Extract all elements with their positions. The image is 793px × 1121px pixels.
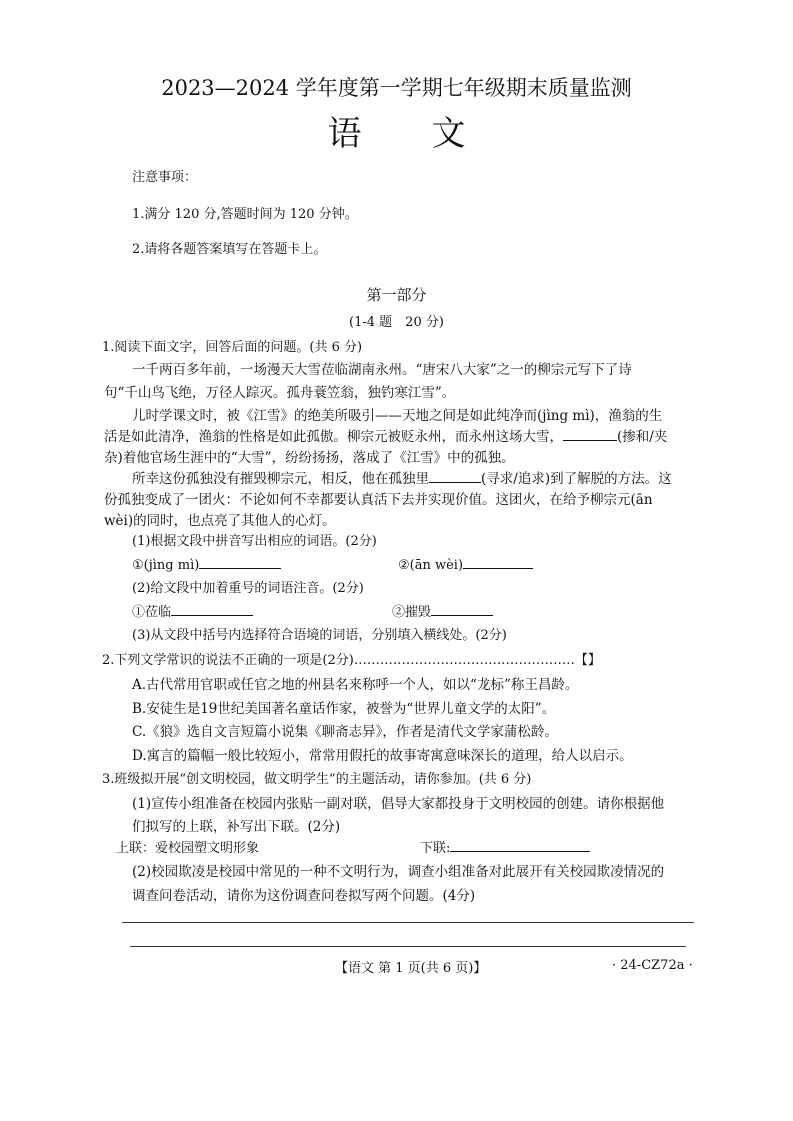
q3-sub-1a: (1)宣传小组准备在校园内张贴一副对联，倡导大家都投身于文明校园的创建。请你根据他 — [132, 796, 665, 812]
part-title: 第一部分 — [366, 286, 427, 304]
answer-blank-1a[interactable] — [199, 554, 281, 569]
q1-paragraph-1b: 句“千山鸟飞绝，万径人踪灭。孤舟蓑笠翁，独钓寒江雪”。 — [104, 385, 456, 401]
q3-stem: 3.班级拟开展“创文明校园，做文明学生”的主题活动，请你参加。(共 6 分) — [102, 772, 532, 787]
q1-paragraph-3c: wèi)的同时，也点亮了其他人的心灯。 — [104, 513, 336, 529]
q2-option-d: D.寓言的篇幅一般比较短小，常常用假托的故事寄寓意味深长的道理，给人以启示。 — [132, 748, 633, 764]
q1-paragraph-1a: 一千两百多年前，一场漫天大雪莅临湖南永州。“唐宋八大家”之一的柳宗元写下了诗 — [132, 362, 632, 378]
notice-heading: 注意事项： — [132, 170, 198, 185]
answer-blank-1b[interactable] — [463, 554, 533, 569]
answer-line-2[interactable] — [130, 946, 686, 947]
blank-2[interactable] — [429, 468, 481, 483]
q1-stem: 1.阅读下面文字，回答后面的问题。(共 6 分) — [102, 340, 363, 355]
q1-paragraph-2c: 杂)着他官场生涯中的“大雪”，纷纷扬扬，落成了《江雪》中的孤独。 — [104, 450, 515, 466]
couplet-lower-blank[interactable] — [450, 837, 590, 852]
answer-blank-2b[interactable] — [431, 601, 493, 616]
q1-sub-2: (2)给文段中加着重号的词语注音。(2分) — [132, 581, 364, 596]
q1-paragraph-2a: 儿时学课文时，被《江雪》的绝美所吸引——天地之间是如此纯净而(jìng mì)，渔翁的生 — [132, 408, 663, 424]
subject-title: 语文 — [327, 114, 536, 154]
q3-sub-2b: 调查问卷活动，请你为这份调查问卷拟写两个问题。(4分) — [132, 888, 476, 904]
part-range: (1-4 题 20 分) — [349, 315, 444, 330]
q2-stem: 2.下列文学常识的说法不正确的一项是(2分)……………………………………………【】 — [102, 653, 601, 668]
answer-blank-2a[interactable] — [171, 601, 253, 616]
q1-paragraph-2b: 活是如此清净，渔翁的性格是如此孤傲。柳宗元被贬永州，而永州这场大雪， (掺和/夹 — [104, 425, 667, 445]
q3-sub-1b: 们拟写的上联，补写出下联。(2分) — [132, 819, 341, 835]
couplet-lower: 下联: — [420, 837, 590, 856]
answer-line-1[interactable] — [122, 922, 694, 923]
notice-item-1: 1.满分 120 分,答题时间为 120 分钟。 — [132, 207, 358, 222]
q1-sub-1-a: ①(jìng mì) — [132, 554, 281, 573]
q3-sub-2a: (2)校园欺凌是校园中常见的一种不文明行为，调查小组准备对此展开有关校园欺凌情况的 — [132, 864, 665, 880]
q1-sub-3: (3)从文段中括号内选择符合语境的词语，分别填入横线处。(2分) — [132, 628, 507, 643]
q1-sub-2-a: ①莅临 — [132, 601, 253, 620]
q1-sub-1: (1)根据文段中拼音写出相应的词语。(2分) — [132, 534, 377, 549]
couplet-upper: 上联：爱校园塑文明形象 — [116, 841, 260, 856]
q1-sub-2-b: ②摧毁 — [392, 601, 493, 620]
q1-paragraph-3b: 份孤独变成了一团火：不论如何不幸都要认真活下去并实现价值。这团火，在给予柳宗元(ān — [104, 492, 653, 508]
q1-sub-1-b: ②(ān wèi) — [398, 554, 533, 573]
notice-item-2: 2.请将各题答案填写在答题卡上。 — [132, 242, 327, 257]
exam-title: 2023—2024 学年度第一学期七年级期末质量监测 — [161, 76, 632, 100]
q2-option-a: A.古代常用官职或任官之地的州县名来称呼一个人，如以“龙标”称王昌龄。 — [132, 677, 579, 693]
exam-code: · 24-CZ72a · — [612, 958, 693, 973]
q2-option-b: B.安徒生是19世纪美国著名童话作家，被誉为“世界儿童文学的太阳”。 — [132, 701, 556, 717]
blank-1[interactable] — [563, 426, 617, 441]
page-indicator: 【语文 第 1 页(共 6 页)】 — [335, 961, 487, 976]
q1-paragraph-3a: 所幸这份孤独没有摧毁柳宗元，相反，他在孤独里 (寻求/追求)到了解脱的方法。这 — [132, 467, 672, 487]
q2-option-c: C.《狼》选自文言短篇小说集《聊斋志异》，作者是清代文学家蒲松龄。 — [132, 724, 558, 740]
